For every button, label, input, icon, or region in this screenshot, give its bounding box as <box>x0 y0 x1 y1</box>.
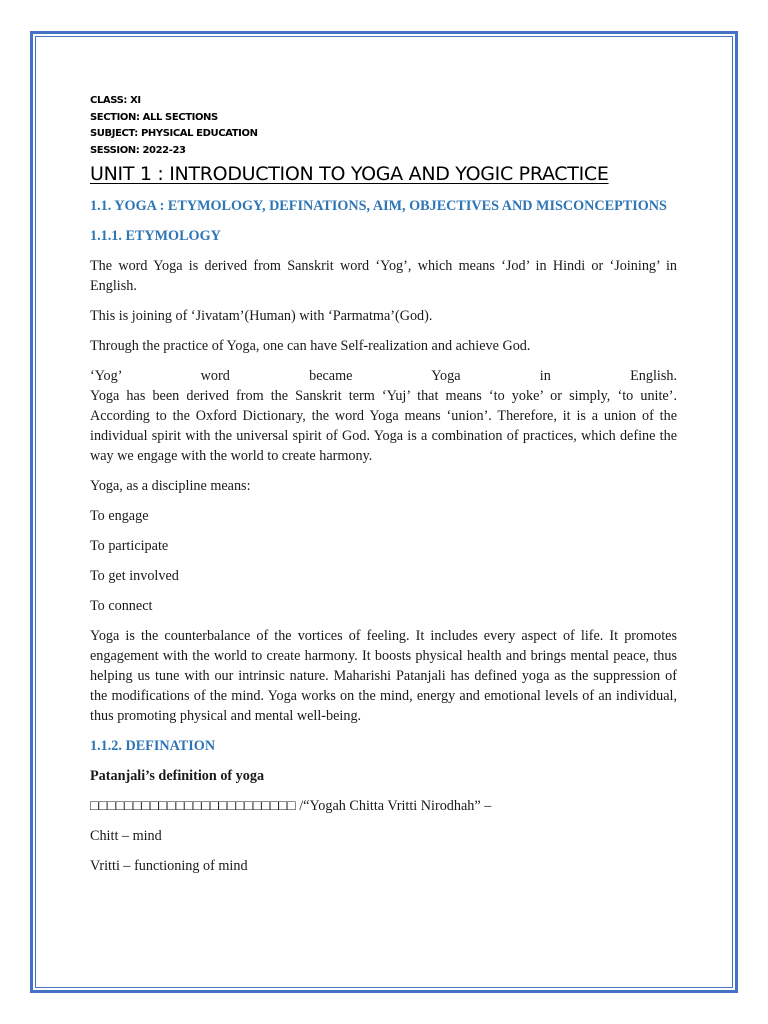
definition-subheading: Patanjali’s definition of yoga <box>90 767 265 784</box>
etymology-heading: 1.1.1. ETYMOLOGY <box>90 227 221 244</box>
discipline-intro: Yoga, as a discipline means: <box>90 477 251 494</box>
document-content <box>90 93 677 876</box>
etymology-paragraph-2: This is joining of ‘Jivatam’(Human) with ‘Parmatma’(God). <box>90 307 433 324</box>
etymology-paragraph-4 <box>90 366 677 466</box>
class-line: CLASS: XI <box>90 95 141 106</box>
list-item: To get involved <box>90 567 179 584</box>
etymology-paragraph-4-body: Yoga has been derived from the Sanskrit term ‘Yuj’ that means ‘to yoke’ or simply, ‘to unite’. According to the Oxford Dictionary, the word Yoga means ‘union’. Therefore, it is a union of the individual spirit with the universal spirit of God. Yoga is a combination of practices, which define the way we engage with the world to create harmony. <box>90 387 677 464</box>
sutra-line: □□□□□□□□□□□□□□□□□□□□□□□□ /“Yogah Chitta Vritti Nirodhah” – <box>90 797 492 814</box>
unit-title: UNIT 1 : INTRODUCTION TO YOGA AND YOGIC PRACTICE <box>90 162 609 185</box>
list-item: To engage <box>90 507 149 524</box>
etymology-paragraph-3: Through the practice of Yoga, one can have Self-realization and achieve God. <box>90 337 531 354</box>
session-line: SESSION: 2022-23 <box>90 145 186 157</box>
etymology-paragraph-1: The word Yoga is derived from Sanskrit word ‘Yog’, which means ‘Jod’ in Hindi or ‘Joining’ in English. <box>90 257 677 294</box>
section-line: SECTION: ALL SECTIONS <box>90 111 218 123</box>
etymology-paragraph-4-first-line: ‘Yog’ word became Yoga in English. <box>90 367 677 384</box>
chitt-line: Chitt – mind <box>90 827 162 844</box>
list-item: To connect <box>90 597 153 614</box>
list-item: To participate <box>90 537 169 554</box>
definition-heading: 1.1.2. DEFINATION <box>90 737 216 754</box>
subject-line: SUBJECT: PHYSICAL EDUCATION <box>90 128 258 140</box>
etymology-paragraph-6: Yoga is the counterbalance of the vortices of feeling. It includes every aspect of life. It promotes engagement with the world to create harmony. It boosts physical health and brings mental peace, thus helping us tune with our intrinsic nature. Maharishi Patanjali has defined yoga as the suppression of the modifications of the mind. Yoga works on the mind, energy and emotional levels of an individual, thus promoting physical and mental well-being. <box>90 627 677 724</box>
section-heading: 1.1. YOGA : ETYMOLOGY, DEFINATIONS, AIM, OBJECTIVES AND MISCONCEPTIONS <box>90 197 667 214</box>
vritti-line: Vritti – functioning of mind <box>90 857 248 874</box>
